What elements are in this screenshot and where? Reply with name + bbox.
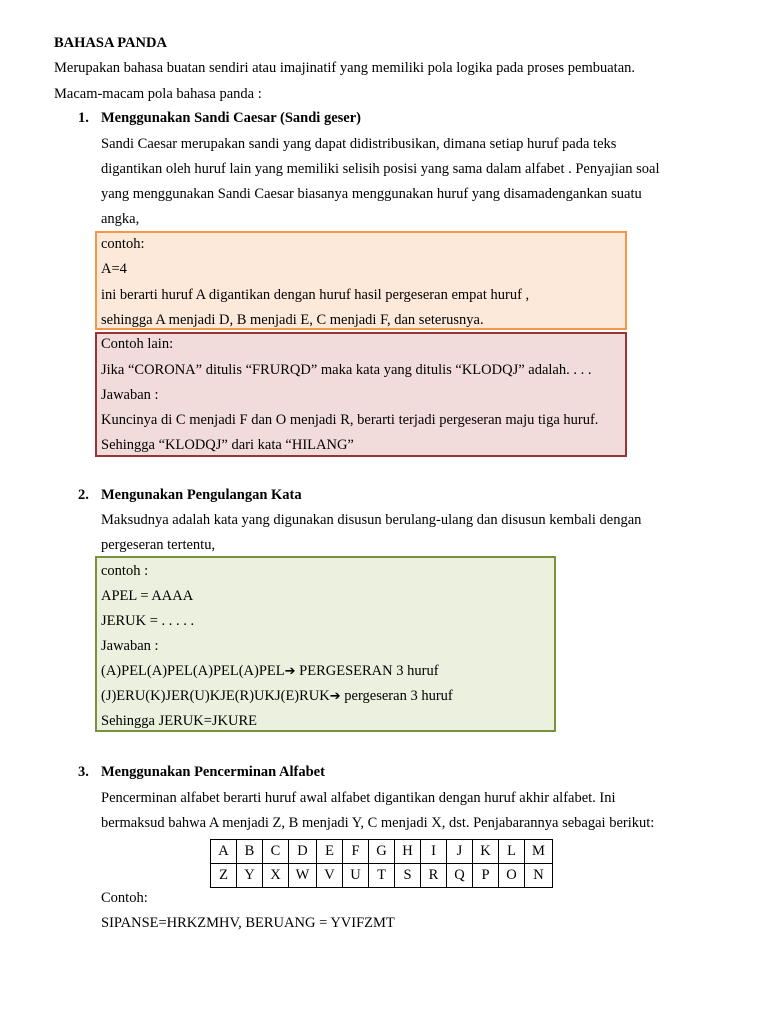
example3-line: Sehingga JERUK=JKURE <box>101 713 257 729</box>
page-title: BAHASA PANDA <box>54 35 167 51</box>
arrow-right-icon: ➔ <box>284 664 296 679</box>
example1-line: sehingga A menjadi D, B menjadi E, C menjadi F, dan seterusnya. <box>101 312 484 328</box>
table-cell: M <box>525 840 553 864</box>
section2-paragraph-line: Maksudnya adalah kata yang digunakan disusun berulang-ulang dan disusun kembali dengan <box>101 512 642 528</box>
example2-line: Jika “CORONA” ditulis “FRURQD” maka kata yang ditulis “KLODQJ” adalah. . . . <box>101 362 592 378</box>
table-cell: L <box>499 840 525 864</box>
table-cell: J <box>447 840 473 864</box>
example1-line: ini berarti huruf A digantikan dengan huruf hasil pergeseran empat huruf , <box>101 287 530 303</box>
table-cell: S <box>395 864 421 888</box>
section1-paragraph-line: Sandi Caesar merupakan sandi yang dapat didistribusikan, dimana setiap huruf pada teks <box>101 136 617 152</box>
section3-heading: Menggunakan Pencerminan Alfabet <box>101 764 325 780</box>
table-row <box>211 864 553 888</box>
example3-line: APEL = AAAA <box>101 588 194 604</box>
section3-paragraph-line: Pencerminan alfabet berarti huruf awal alfabet digantikan dengan huruf akhir alfabet. Ini <box>101 790 616 806</box>
section2-paragraph-line: pergeseran tertentu, <box>101 537 216 553</box>
table-cell: N <box>525 864 553 888</box>
section3-paragraph-line: bermaksud bahwa A menjadi Z, B menjadi Y, C menjadi X, dst. Penjabarannya sebagai berikut: <box>101 815 655 831</box>
table-row <box>211 840 553 864</box>
table-cell: T <box>369 864 395 888</box>
example2-line: Kuncinya di C menjadi F dan O menjadi R, berarti terjadi pergeseran maju tiga huruf. <box>101 412 599 428</box>
table-cell: P <box>473 864 499 888</box>
section1-paragraph-line: digantikan oleh huruf lain yang memiliki selisih posisi yang sama dalam alfabet . Penyajian soal <box>101 161 660 177</box>
example1-line: A=4 <box>101 261 127 277</box>
table-cell: Y <box>237 864 263 888</box>
example3-line: JERUK = . . . . . <box>101 613 195 629</box>
table-cell: V <box>317 864 343 888</box>
example2-line: Sehingga “KLODQJ” dari kata “HILANG” <box>101 437 354 453</box>
shift-note: PERGESERAN 3 huruf <box>295 663 439 679</box>
table-cell: U <box>343 864 369 888</box>
intro-text: Merupakan bahasa buatan sendiri atau imajinatif yang memiliki pola logika pada proses pembuatan. <box>54 60 636 76</box>
types-heading: Macam-macam pola bahasa panda : <box>54 86 262 102</box>
example2-line: Contoh lain: <box>101 336 174 352</box>
alphabet-mirror-table <box>210 839 553 888</box>
section1-paragraph-line: yang menggunakan Sandi Caesar biasanya menggunakan huruf yang disamadengankan suatu <box>101 186 642 202</box>
section1-number: 1. <box>78 110 89 126</box>
table-cell: D <box>289 840 317 864</box>
section3-example-label: Contoh: <box>101 890 148 906</box>
arrow-right-icon: ➔ <box>329 689 341 704</box>
table-cell: X <box>263 864 289 888</box>
table-cell: C <box>263 840 289 864</box>
table-cell: A <box>211 840 237 864</box>
repetition-pattern: (J)ERU(K)JER(U)KJE(R)UKJ(E)RUK <box>101 688 330 704</box>
table-cell: F <box>343 840 369 864</box>
example2-line: Jawaban : <box>101 387 159 403</box>
section1-heading: Menggunakan Sandi Caesar (Sandi geser) <box>101 110 361 126</box>
table-cell: E <box>317 840 343 864</box>
table-cell: Z <box>211 864 237 888</box>
example3-line <box>101 686 453 707</box>
table-cell: B <box>237 840 263 864</box>
table-cell: R <box>421 864 447 888</box>
section3-number: 3. <box>78 764 89 780</box>
example1-line: contoh: <box>101 236 145 252</box>
repetition-pattern: (A)PEL(A)PEL(A)PEL(A)PEL <box>101 663 285 679</box>
shift-note: pergeseran 3 huruf <box>340 688 453 704</box>
table-cell: H <box>395 840 421 864</box>
table-cell: O <box>499 864 525 888</box>
section2-heading: Mengunakan Pengulangan Kata <box>101 487 302 503</box>
section2-number: 2. <box>78 487 89 503</box>
example3-line <box>101 661 439 682</box>
table-cell: K <box>473 840 499 864</box>
table-cell: W <box>289 864 317 888</box>
section3-example: SIPANSE=HRKZMHV, BERUANG = YVIFZMT <box>101 915 395 931</box>
example3-line: Jawaban : <box>101 638 159 654</box>
table-cell: Q <box>447 864 473 888</box>
table-cell: G <box>369 840 395 864</box>
example3-line: contoh : <box>101 563 149 579</box>
section1-paragraph-line: angka, <box>101 211 140 227</box>
table-cell: I <box>421 840 447 864</box>
